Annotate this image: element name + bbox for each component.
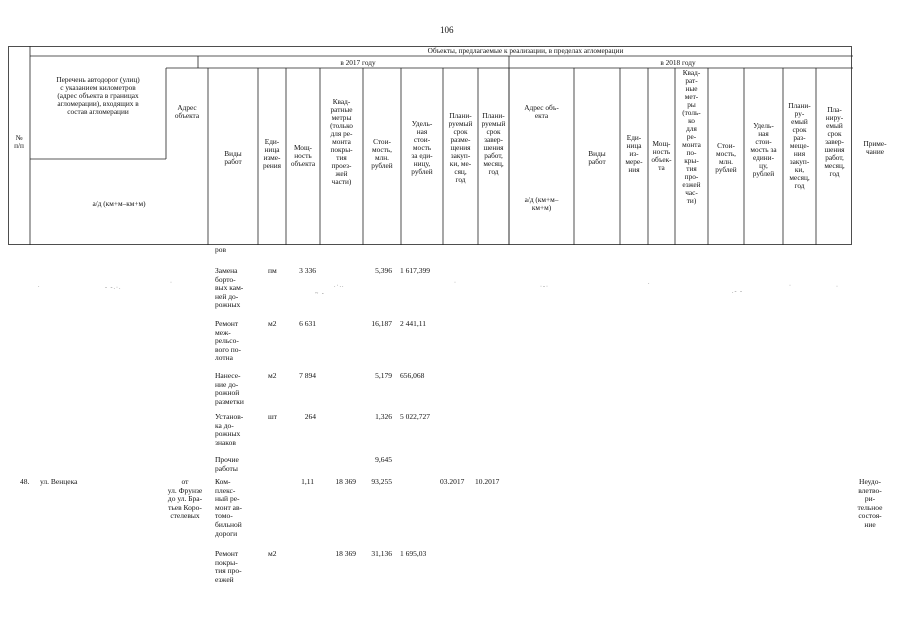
row-work: ров	[215, 245, 227, 254]
col-address18-header: Адрес объ- екта	[524, 103, 559, 120]
row-work: Ремонт меж- рельсо- вого по- лотна	[215, 319, 242, 363]
col-sqm-header: Квад- ратные метры (только для ре- монта покры- тия проез- жей части)	[330, 97, 353, 186]
scan-speck: .·..	[334, 283, 345, 289]
row48-street: ул. Венцека	[40, 477, 78, 486]
row-work: Замена борто- вых кам- ней до- рожных	[215, 266, 244, 310]
row-unitcost: 5 022,727	[400, 412, 430, 421]
scan-speck: ~ -	[315, 291, 325, 297]
row-unit: шт	[268, 412, 278, 421]
col-ad-header: а/д (км+м–км+м)	[92, 199, 146, 208]
row-unit: м2	[268, 371, 277, 380]
col-note-header: Приме- чание	[863, 139, 887, 156]
col-unit18-header: Еди- ница из- мере- ния	[625, 133, 643, 174]
scan-speck: - -.·.	[105, 285, 122, 291]
col-address-header: Адрес объекта	[174, 103, 200, 120]
col-works-header: Виды работ	[224, 149, 242, 166]
row-power: 3 336	[299, 266, 316, 275]
row48b-work: Ремонт покры- тия про- езжей	[215, 549, 242, 584]
col-list-header: Перечень автодорог (улиц) с указанием километров (адрес объекта в границах агломерации), входящих в состав агломерации	[56, 75, 140, 116]
row48b-cost: 31,136	[371, 549, 392, 558]
col-unitcost-header: Удель- ная стои- мость за еди- ницу, рублей	[411, 119, 433, 176]
scan-speck: .- -	[732, 289, 743, 295]
row-unit: м2	[268, 319, 277, 328]
row48b-unit: м2	[268, 549, 277, 558]
table-header	[8, 46, 887, 246]
row48-sqm: 18 369	[335, 477, 356, 486]
scan-speck: ·	[170, 280, 173, 286]
scan-speck: ·	[454, 280, 457, 286]
row48-cost: 93,255	[371, 477, 392, 486]
row-power: 264	[304, 412, 316, 421]
row48-work: Ком- плекс- ный ре- монт ав- томо- бильной дороги	[215, 477, 243, 538]
col-sqm18-header: Квад- рат- ные мет- ры (толь- ко для ре- монта по- кры- тия про- езжей час- ти)	[682, 68, 701, 205]
col-cost-header: Стои- мость, млн. рублей	[371, 137, 393, 170]
col-plan-finish18-header: Пла- ниру- емый срок завер- шения работ, месяц, год	[824, 105, 845, 178]
scan-speck: ·	[789, 283, 792, 289]
row-unitcost: 656,068	[400, 371, 425, 380]
row-cost: 5,396	[375, 266, 392, 275]
row48b-unitcost: 1 695,03	[400, 549, 427, 558]
col-num-header: № п/п	[14, 133, 24, 150]
row-work: Установ- ка до- рожных знаков	[215, 412, 244, 447]
col-plan-finish-header: Плани- руемый срок завер- шения работ, месяц, год	[481, 111, 506, 176]
row-unit: пм	[268, 266, 277, 275]
col-power-header: Мощ- ность объекта	[290, 143, 316, 168]
row-cost: 5,179	[375, 371, 392, 380]
col-cost18-header: Стои- мость, млн. рублей	[715, 141, 737, 174]
col-power18-header: Мощ- ность объек- та	[651, 139, 672, 172]
row-power: 7 894	[299, 371, 316, 380]
row-cost: 1,326	[375, 412, 392, 421]
row-cost: 16,187	[371, 319, 392, 328]
scan-speck: ·	[836, 284, 839, 290]
row-unitcost: 2 441,11	[400, 319, 426, 328]
year-2018-header: в 2018 году	[660, 58, 696, 67]
page-number: 106	[440, 25, 454, 35]
row-power: 6 631	[299, 319, 316, 328]
col-plan-purchase-header: Плани- руемый срок разме- щения закуп- ки, ме- сяц, год	[448, 111, 473, 184]
row48-num: 48.	[20, 477, 30, 486]
row-cost: 9,645	[375, 455, 392, 464]
row48-power: 1,11	[301, 477, 314, 486]
scan-speck: .	[38, 283, 41, 289]
row48b-sqm: 18 369	[335, 549, 356, 558]
col-ad18-header: а/д (км+м– км+м)	[524, 195, 559, 212]
row48-note: Неудо- влетво- ри- тельное состоя- ние	[857, 477, 883, 529]
row-unitcost: 1 617,399	[400, 266, 430, 275]
col-plan-purchase18-header: Плани- ру- емый срок раз- меще- ния закуп- ки, месяц, год	[788, 101, 811, 190]
col-unitcost18-header: Удель- ная стои- мость за едини- цу, рублей	[750, 121, 777, 178]
row48-finish: 10.2017	[475, 477, 500, 486]
row-work: Прочие работы	[215, 455, 239, 473]
scan-speck: ·-·	[540, 284, 549, 290]
col-works18-header: Виды работ	[588, 149, 606, 166]
row-work: Нанесе- ние до- рожной разметки	[215, 371, 244, 406]
row48-purchase: 03.2017	[440, 477, 465, 486]
col-unit-header: Еди- ница изме- рения	[262, 137, 282, 170]
scan-speck: .	[648, 280, 651, 286]
objects-header: Объекты, предлагаемые к реализации, в пределах агломерации	[427, 46, 624, 55]
row48-address: от ул. Фрунзе до ул. Бра- тьев Коро- стелевых	[167, 477, 203, 521]
year-2017-header: в 2017 году	[340, 58, 376, 67]
